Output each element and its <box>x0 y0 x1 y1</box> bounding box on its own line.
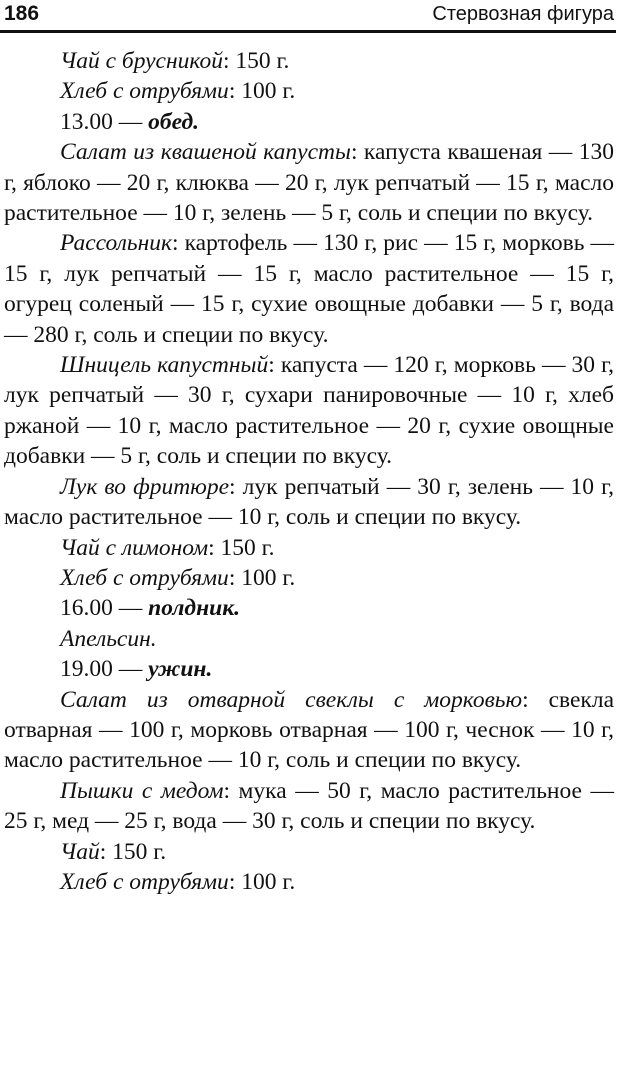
recipe-ingredients: : картофель — 130 г, рис — 15 г, морковь — 15 г, лук репчатый — 15 г, масло растительное — 15 г, огурец соленый — 15 г, сухие овощные добавки — 5 г, вода — 280 г, соль и специи по вкусу. <box>4 230 614 348</box>
dish-amount: : 150 г. <box>208 534 275 561</box>
dish-name: Лук во фритюре <box>60 473 230 500</box>
paragraph-tea <box>4 837 614 867</box>
running-title: Стервозная фигура <box>432 3 614 25</box>
meal-name: полдник. <box>148 595 240 622</box>
dish-amount: : 100 г. <box>228 78 296 105</box>
page-number: 186 <box>4 2 40 25</box>
recipe-honey-buns <box>4 776 614 837</box>
page-body <box>4 46 614 897</box>
recipe-ingredients: : капуста — 120 г, морковь — 30 г, лук репчатый — 30 г, сухари панировочные — 10 г, хлеб ржаной — 10 г, масло растительное — 20 г, сухие овощные добавки — 5 г, соль и специи по вкусу. <box>4 352 615 470</box>
paragraph-bran-bread <box>4 563 614 593</box>
recipe-sauerkraut-salad <box>4 137 614 228</box>
dish-name: Чай с лимоном <box>60 534 209 561</box>
dish-amount: : 100 г. <box>228 868 296 895</box>
dish-name: Салат из отварной свеклы с морковью <box>60 686 523 713</box>
dish-name: Пышки с медом <box>60 777 224 804</box>
recipe-cabbage-schnitzel <box>4 350 614 472</box>
meal-name: ужин. <box>148 656 213 683</box>
meal-time: 13.00 — <box>60 108 149 135</box>
recipe-ingredients: : капуста квашеная — 130 г, яблоко — 20 г, клюква — 20 г, лук репчатый — 15 г, масло растительное — 10 г, зелень — 5 г, соль и специи по вкусу. <box>4 139 614 227</box>
dish-name: Рассольник <box>60 230 172 257</box>
dish-name: Салат из квашеной капусты <box>60 139 351 166</box>
dish-name: Хлеб с отрубями <box>60 564 229 591</box>
recipe-ingredients: : лук репчатый — 30 г, зелень — 10 г, масло растительное — 10 г, соль и специи по вкусу. <box>4 473 614 531</box>
paragraph-tea-lingonberry <box>4 46 614 76</box>
recipe-rassolnik <box>4 228 614 350</box>
meal-heading-lunch <box>4 107 614 137</box>
dish-amount: : 100 г. <box>228 564 296 591</box>
paragraph-bran-bread <box>4 867 614 897</box>
meal-time: 16.00 — <box>60 595 149 622</box>
dish-amount: : 150 г. <box>99 838 167 865</box>
recipe-fried-onion <box>4 472 614 533</box>
page-header <box>0 0 620 36</box>
recipe-ingredients: : свекла отварная — 100 г, морковь отварная — 100 г, чеснок — 10 г, масло растительное — 10 г, соль и специи по вкусу. <box>4 686 614 774</box>
paragraph-tea-lemon <box>4 533 614 563</box>
dish-name: Чай с брусникой <box>60 48 223 74</box>
meal-heading-snack <box>4 593 614 623</box>
dish-name: Хлеб с отрубями <box>60 868 229 895</box>
dish-name: Хлеб с отрубями <box>60 78 229 105</box>
dish-amount: : 150 г. <box>223 48 290 74</box>
paragraph-bran-bread <box>4 76 614 106</box>
paragraph-orange <box>4 624 614 654</box>
recipe-ingredients: : мука — 50 г, масло растительное — 25 г, мед — 25 г, вода — 30 г, соль и специи по вкусу. <box>4 777 614 835</box>
header-rule <box>0 30 616 33</box>
dish-name: Шницель капустный <box>60 352 269 379</box>
dish-name: Апельсин. <box>60 625 157 652</box>
meal-heading-dinner <box>4 654 614 684</box>
dish-name: Чай <box>60 838 100 865</box>
recipe-beet-carrot-salad <box>4 685 614 776</box>
meal-name: обед. <box>148 108 199 135</box>
meal-time: 19.00 — <box>60 656 149 683</box>
